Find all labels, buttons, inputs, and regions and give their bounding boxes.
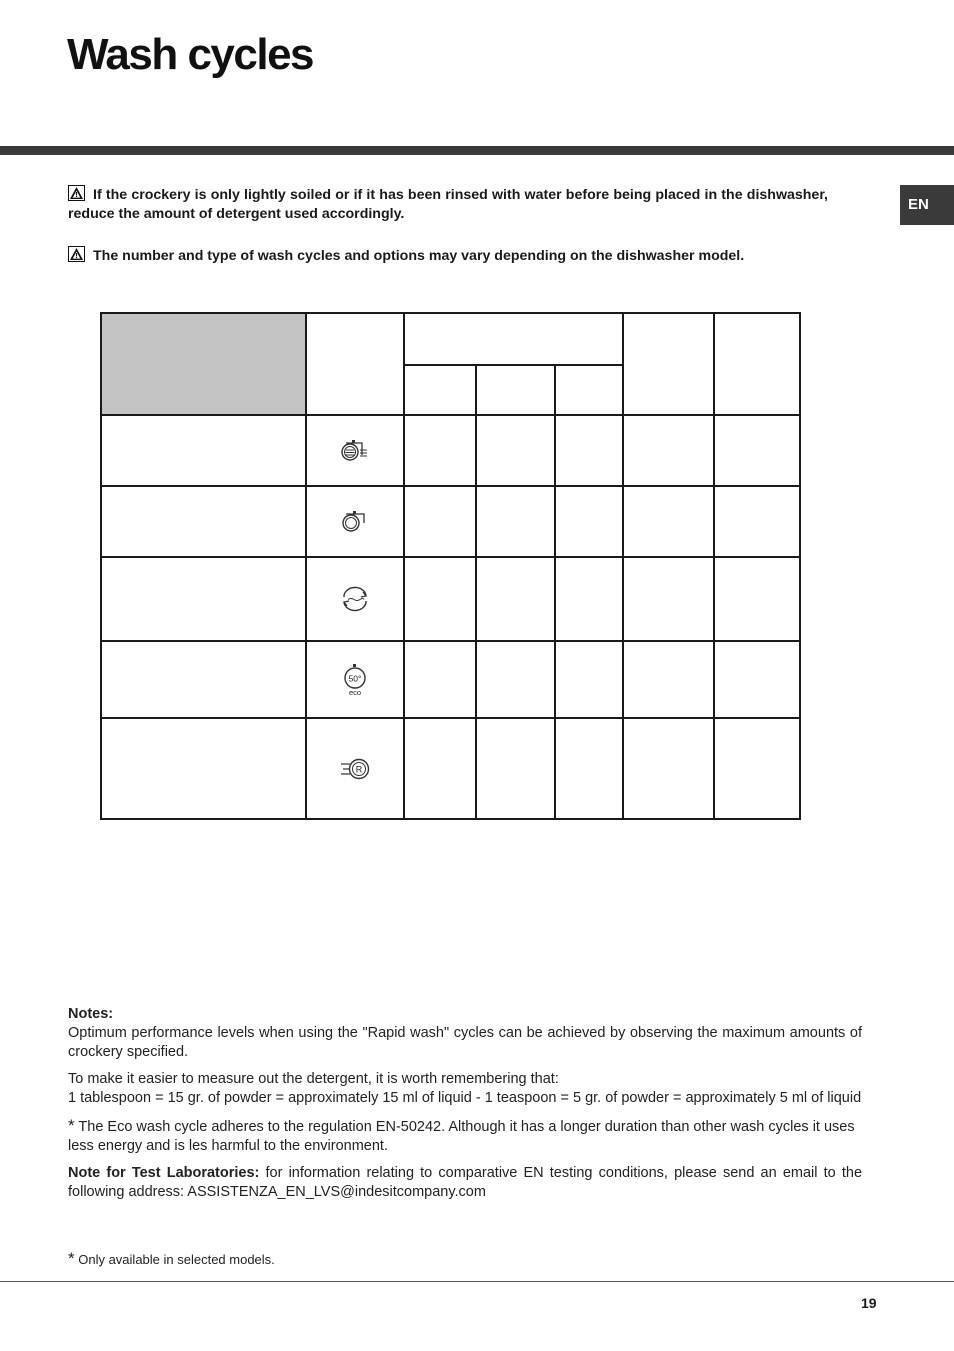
warning-triangle-icon bbox=[68, 246, 85, 262]
normal-wash-icon bbox=[340, 509, 370, 535]
table-cell bbox=[714, 718, 800, 819]
eco-temperature-label: 50° bbox=[348, 673, 362, 683]
cycle-name-cell bbox=[101, 486, 306, 557]
table-cell bbox=[714, 641, 800, 718]
table-cell bbox=[404, 718, 476, 819]
table-cell bbox=[476, 557, 555, 641]
table-cell bbox=[623, 486, 714, 557]
cycle-icon-cell bbox=[306, 641, 404, 718]
notes-paragraph: Optimum performance levels when using the "Rapid wash" cycles can be achieved by observing the maximum amounts of crockery specified. bbox=[68, 1025, 862, 1060]
cycle-name-cell bbox=[101, 557, 306, 641]
page-title: Wash cycles bbox=[67, 30, 314, 79]
header-cell bbox=[623, 313, 714, 415]
eco-note-text: The Eco wash cycle adheres to the regulation EN-50242. Although it has a longer duration than other wash cycles it uses less energy and is les harmful to the environment. bbox=[68, 1119, 855, 1154]
notes-line: 1 tablespoon = 15 gr. of powder = approximately 15 ml of liquid - 1 teaspoon = 5 gr. of powder = approximately 5 ml of liquid bbox=[68, 1090, 862, 1106]
table-cell bbox=[476, 718, 555, 819]
cycle-icon-cell bbox=[306, 557, 404, 641]
header-cell bbox=[306, 313, 404, 415]
header-cell bbox=[714, 313, 800, 415]
table-cell bbox=[404, 415, 476, 486]
table-row bbox=[101, 718, 800, 819]
warning-note-model-variation bbox=[68, 246, 848, 266]
table-header-row bbox=[101, 313, 800, 365]
table-cell bbox=[623, 718, 714, 819]
page-number: 19 bbox=[861, 1295, 877, 1311]
test-lab-label: Note for Test Laboratories: bbox=[68, 1165, 260, 1181]
table-cell bbox=[714, 557, 800, 641]
subheader-cell bbox=[476, 365, 555, 415]
table-cell bbox=[714, 486, 800, 557]
soak-cycle-icon bbox=[339, 586, 371, 612]
wash-cycles-table bbox=[100, 312, 801, 820]
table-cell bbox=[555, 641, 623, 718]
cycle-name-cell bbox=[101, 718, 306, 819]
table-cell bbox=[714, 415, 800, 486]
notes-section bbox=[68, 1005, 862, 1210]
cycle-icon-cell bbox=[306, 486, 404, 557]
table-cell bbox=[476, 415, 555, 486]
subheader-cell bbox=[404, 365, 476, 415]
footnote bbox=[68, 1249, 275, 1269]
cycle-name-cell bbox=[101, 415, 306, 486]
warning-text: If the crockery is only lightly soiled or if it has been rinsed with water before being placed in the dishwasher, reduce the amount of detergent used accordingly. bbox=[68, 187, 828, 222]
table-row bbox=[101, 415, 800, 486]
table-cell bbox=[555, 557, 623, 641]
table-cell bbox=[555, 718, 623, 819]
notes-paragraph bbox=[68, 1070, 862, 1108]
table-cell bbox=[623, 557, 714, 641]
table-cell bbox=[476, 641, 555, 718]
notes-paragraph bbox=[68, 1164, 862, 1202]
table-cell bbox=[404, 641, 476, 718]
table-cell bbox=[555, 415, 623, 486]
warning-note-detergent bbox=[68, 185, 828, 224]
table-cell bbox=[404, 486, 476, 557]
eco-label: eco bbox=[348, 687, 362, 697]
table-row bbox=[101, 486, 800, 557]
notes-paragraph bbox=[68, 1116, 862, 1156]
header-cell-shaded bbox=[101, 313, 306, 415]
table-cell bbox=[476, 486, 555, 557]
asterisk: * bbox=[68, 1249, 75, 1268]
subheader-cell bbox=[555, 365, 623, 415]
language-tab: EN bbox=[900, 185, 954, 225]
table-cell bbox=[623, 415, 714, 486]
header-divider bbox=[0, 146, 954, 155]
rapid-label: R bbox=[355, 764, 363, 774]
notes-line: To make it easier to measure out the detergent, it is worth remembering that: bbox=[68, 1071, 559, 1087]
eco-wash-icon bbox=[341, 663, 369, 697]
table-row bbox=[101, 641, 800, 718]
table-cell bbox=[555, 486, 623, 557]
table-row bbox=[101, 557, 800, 641]
cycle-icon-cell bbox=[306, 718, 404, 819]
warning-text: The number and type of wash cycles and options may vary depending on the dishwasher model. bbox=[93, 248, 745, 264]
notes-heading: Notes: bbox=[68, 1006, 114, 1022]
table-cell bbox=[623, 641, 714, 718]
intensive-wash-icon bbox=[340, 438, 370, 464]
table-cell bbox=[404, 557, 476, 641]
footnote-text: Only available in selected models. bbox=[74, 1252, 275, 1267]
cycle-name-cell bbox=[101, 641, 306, 718]
rapid-wash-icon bbox=[339, 756, 371, 782]
test-lab-text: for information relating to comparative EN testing conditions, please send an email to the following address: ASSISTENZA_EN_LVS@indesitcompany.com bbox=[68, 1165, 863, 1200]
asterisk: * bbox=[68, 1116, 75, 1135]
warning-triangle-icon bbox=[68, 185, 85, 201]
footer-divider bbox=[0, 1281, 954, 1282]
cycle-icon-cell bbox=[306, 415, 404, 486]
header-cell-group bbox=[404, 313, 623, 365]
